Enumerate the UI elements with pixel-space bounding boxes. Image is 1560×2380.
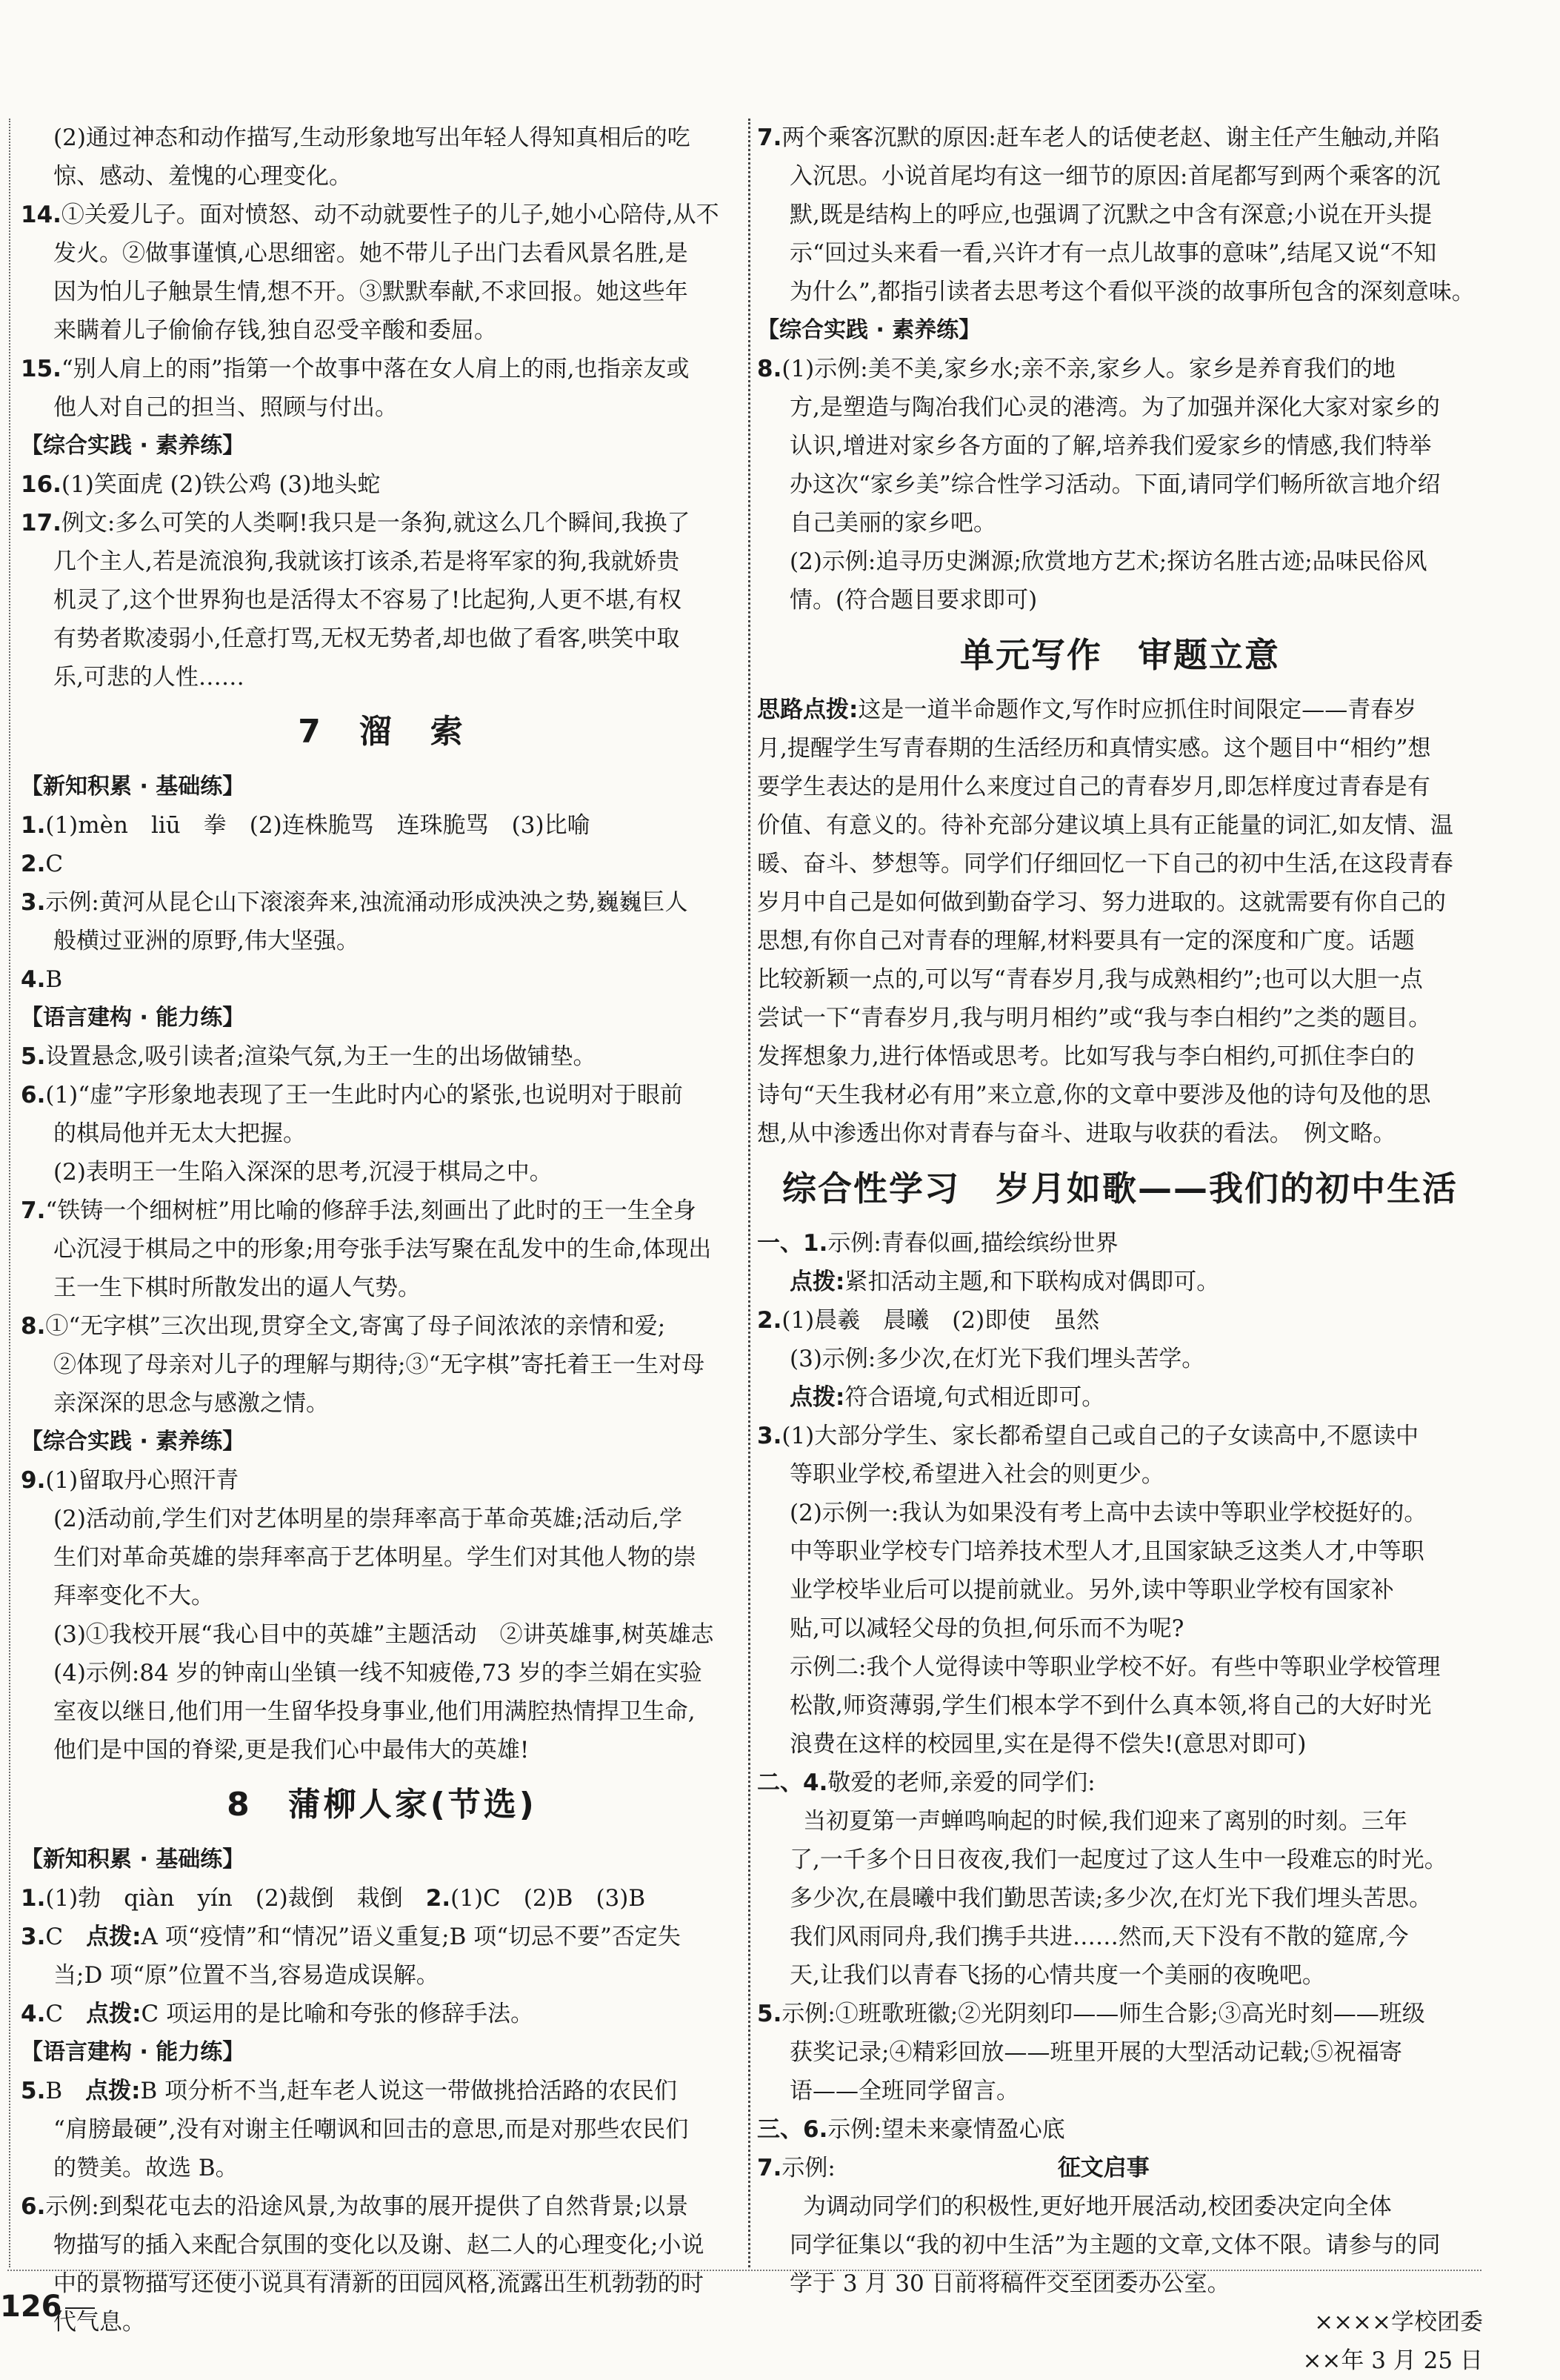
text-line: 诗句“天生我材必有用”来立意,你的文章中要涉及他的诗句及他的思 [757, 1082, 1431, 1108]
section-header: 【新知积累 · 基础练】 [21, 774, 245, 800]
text-line: 示例二:我个人觉得读中等职业学校不好。有些中等职业学校管理 [790, 1654, 1441, 1681]
text-line: 天,让我们以青春飞扬的心情共度一个美丽的夜晚吧。 [790, 1962, 1325, 1989]
text-line: 情。(符合题目要求即可) [790, 587, 1038, 614]
right-column [757, 119, 1483, 2380]
text-line: 当;D 项“原”位置不当,容易造成误解。 [53, 1962, 439, 1989]
notice-signature: ××××学校团委 [1314, 2309, 1483, 2336]
text-line: 比较新颖一点的,可以写“青春岁月,我与成熟相约”;也可以大胆一点 [757, 966, 1423, 993]
answer-7: 7.“铁铸一个细树桩”用比喻的修辞手法,刻画出了此时的王一生全身 [21, 1197, 696, 1224]
text-line: 学于 3 月 30 日前将稿件交至团委办公室。 [790, 2270, 1230, 2297]
text-line: 惊、感动、羞愧的心理变化。 [53, 163, 352, 190]
answer-6: 三、6.示例:望未来豪情盈心底 [757, 2116, 1065, 2143]
answer-6: 6.示例:到梨花屯去的沿途风景,为故事的展开提供了自然背景;以景 [21, 2193, 689, 2220]
answer-5: 5.设置悬念,吸引读者;渲染气氛,为王一生的出场做铺垫。 [21, 1043, 596, 1070]
answer-14: 14.①关爱儿子。面对愤怒、动不动就要性子的儿子,她小心陪侍,从不 [21, 202, 719, 228]
answer-4: 4.C 点拨:C 项运用的是比喻和夸张的修辞手法。 [21, 2001, 534, 2027]
text-line: 中的景物描写还使小说具有清新的田园风格,流露出生机勃勃的时 [53, 2270, 704, 2297]
text-line: 办这次“家乡美”综合性学习活动。下面,请同学们畅所欲言地介绍 [790, 471, 1441, 498]
answer-2: 2.C [21, 851, 64, 877]
text-line: (2)示例:追寻历史渊源;欣赏地方艺术;探访名胜古迹;品味民俗风 [790, 548, 1427, 575]
text-line: 来瞒着儿子偷偷存钱,独自忍受辛酸和委屈。 [53, 317, 497, 344]
text-line: (3)示例:多少次,在灯光下我们埋头苦学。 [790, 1346, 1205, 1372]
page-number: 126 [0, 2290, 62, 2324]
text-line: 发火。②做事谨慎,心思细密。她不带儿子出门去看风景名胜,是 [53, 240, 688, 267]
unit-writing-title: 单元写作 审题立意 [960, 635, 1280, 675]
text-line: 发挥想象力,进行体悟或思考。比如写我与李白相约,可抓住李白的 [757, 1043, 1415, 1070]
text-line: 多少次,在晨曦中我们勤思苦读;多少次,在灯光下我们埋头苦思。 [790, 1885, 1433, 1912]
text-line: 语——全班同学留言。 [790, 2078, 1019, 2104]
section-header: 【新知积累 · 基础练】 [21, 1847, 245, 1872]
text-line: 般横过亚洲的原野,伟大坚强。 [53, 928, 359, 954]
text-line: 获奖记录;④精彩回放——班里开展的大型活动记载;⑤祝福寄 [790, 2039, 1402, 2066]
text-line: 王一生下棋时所散发出的逼人气势。 [53, 1274, 421, 1301]
text-line: 了,一千多个日日夜夜,我们一起度过了这人生中一段难忘的时光。 [790, 1847, 1447, 1873]
text-line: 室夜以继日,他们用一生留华投身事业,他们用满腔热情捍卫生命, [53, 1698, 696, 1725]
text-line: 生们对革命英雄的崇拜率高于艺体明星。学生们对其他人物的崇 [53, 1544, 696, 1571]
text-line: 示“回过头来看一看,兴许才有一点儿故事的意味”,结尾又说“不知 [790, 240, 1437, 267]
text-line: 思想,有你自己对青春的理解,材料要具有一定的深度和广度。话题 [757, 928, 1415, 954]
column-divider [748, 119, 750, 2267]
text-line: 为什么”,都指引读者去思考这个看似平淡的故事所包含的深刻意味。 [790, 279, 1475, 305]
text-line: 入沉思。小说首尾均有这一细节的原因:首尾都写到两个乘客的沉 [790, 163, 1441, 190]
answer-3: 3.示例:黄河从昆仑山下滚滚奔来,浊流涌动形成泱泱之势,巍巍巨人 [21, 889, 688, 916]
page-number-dash [65, 2307, 95, 2309]
answer-8: 8.①“无字棋”三次出现,贯穿全文,寄寓了母子间浓浓的亲情和爱; [21, 1313, 666, 1340]
text-line: 贴,可以减轻父母的负担,何乐而不为呢? [790, 1615, 1184, 1642]
text-line: 想,从中渗透出你对青春与奋斗、进取与收获的看法。 例文略。 [757, 1120, 1396, 1147]
text-line: 因为怕儿子触景生情,想不开。③默默奉献,不求回报。她这些年 [53, 279, 688, 305]
answer-9: 9.(1)留取丹心照汗青 [21, 1467, 239, 1494]
text-line: 他们是中国的脊梁,更是我们心中最伟大的英雄! [53, 1737, 530, 1764]
section-header: 【综合实践 · 素养练】 [757, 317, 981, 343]
answer-15: 15.“别人肩上的雨”指第一个故事中落在女人肩上的雨,也指亲友或 [21, 356, 690, 382]
text-line: (4)示例:84 岁的钟南山坐镇一线不知疲倦,73 岁的李兰娟在实验 [53, 1660, 702, 1686]
answer-4: 二、4.敬爱的老师,亲爱的同学们: [757, 1769, 1096, 1796]
answer-2: 2.(1)晨羲 晨曦 (2)即使 虽然 [757, 1307, 1100, 1334]
hint-line: 点拨:紧扣活动主题,和下联构成对偶即可。 [790, 1269, 1220, 1295]
text-line: 松散,师资薄弱,学生们根本学不到什么真本领,将自己的大好时光 [790, 1692, 1432, 1719]
section-header: 【综合实践 · 素养练】 [21, 433, 245, 459]
answer-16: 16.(1)笑面虎 (2)铁公鸡 (3)地头蛇 [21, 471, 381, 498]
text-line: 中等职业学校专门培养技术型人才,且国家缺乏这类人才,中等职 [790, 1538, 1424, 1565]
text-line: 暖、奋斗、梦想等。同学们仔细回忆一下自己的初中生活,在这段青春 [757, 851, 1453, 877]
answer-1: 一、1.示例:青春似画,描绘缤纷世界 [757, 1230, 1119, 1257]
text-line: (2)示例一:我认为如果没有考上高中去读中等职业学校挺好的。 [790, 1500, 1427, 1526]
answer-3: 3.C 点拨:A 项“疫情”和“情况”语义重复;B 项“切忌不要”否定失 [21, 1924, 681, 1950]
text-line: 自己美丽的家乡吧。 [790, 510, 996, 536]
text-line: 亲深深的思念与感激之情。 [53, 1390, 329, 1417]
text-line: 他人对自己的担当、照顾与付出。 [53, 394, 398, 421]
text-line: 业学校毕业后可以提前就业。另外,读中等职业学校有国家补 [790, 1577, 1394, 1603]
text-line: 机灵了,这个世界狗也是活得太不容易了!比起狗,人更不堪,有权 [53, 587, 682, 614]
text-line: 方,是塑造与陶冶我们心灵的港湾。为了加强并深化大家对家乡的 [790, 394, 1440, 421]
text-line: 浪费在这样的校园里,实在是得不偿失!(意思对即可) [790, 1731, 1307, 1758]
answer-8: 8.(1)示例:美不美,家乡水;亲不亲,家乡人。家乡是养育我们的地 [757, 356, 1396, 382]
text-line: 尝试一下“青春岁月,我与明月相约”或“我与李白相约”之类的题目。 [757, 1005, 1432, 1031]
text-line: 我们风雨同舟,我们携手共进……然而,天下没有不散的筵席,今 [790, 1924, 1409, 1950]
section-header: 【语言建构 · 能力练】 [21, 1005, 245, 1031]
hint-line: 点拨:符合语境,句式相近即可。 [790, 1384, 1105, 1411]
answer-3: 3.(1)大部分学生、家长都希望自己或自己的子女读高中,不愿读中 [757, 1423, 1419, 1449]
text-line: (2)活动前,学生们对艺体明星的崇拜率高于革命英雄;活动后,学 [53, 1506, 683, 1532]
answer-1-2: 1.(1)勃 qiàn yín (2)裁倒 栽倒 2.(1)C (2)B (3)B [21, 1885, 646, 1912]
text-line: (3)①我校开展“我心目中的英雄”主题活动 ②讲英雄事,树英雄志 [53, 1621, 714, 1648]
text-line: (2)通过神态和动作描写,生动形象地写出年轻人得知真相后的吃 [53, 124, 690, 151]
text-line: “肩膀最硬”,没有对谢主任嘲讽和回击的意思,而是对那些农民们 [53, 2116, 689, 2143]
text-line: 心沉浸于棋局之中的形象;用夸张手法写聚在乱发中的生命,体现出 [53, 1236, 712, 1263]
section-header: 【语言建构 · 能力练】 [21, 2039, 245, 2065]
text-line: (2)表明王一生陷入深深的思考,沉浸于棋局之中。 [53, 1159, 553, 1186]
section-header: 【综合实践 · 素养练】 [21, 1429, 245, 1455]
text-line: 当初夏第一声蝉鸣响起的时候,我们迎来了离别的时刻。三年 [803, 1808, 1407, 1835]
text-line: 有势者欺凌弱小,任意打骂,无权无势者,却也做了看客,哄笑中取 [53, 625, 680, 652]
text-line: 为调动同学们的积极性,更好地开展活动,校团委决定向全体 [803, 2193, 1392, 2220]
text-line: 代气息。 [53, 2309, 145, 2336]
text-line: 的棋局他并无太大把握。 [53, 1120, 306, 1147]
text-line: 认识,增进对家乡各方面的了解,培养我们爱家乡的情感,我们特举 [790, 433, 1432, 459]
answer-1: 1.(1)mèn liū 拳 (2)连株脆骂 连珠脆骂 (3)比喻 [21, 812, 590, 839]
writing-hint: 思路点拨:这是一道半命题作文,写作时应抓住时间限定——青春岁 [757, 697, 1417, 723]
text-line: ②体现了母亲对儿子的理解与期待;③“无字棋”寄托着王一生对母 [53, 1352, 705, 1378]
answer-6: 6.(1)“虚”字形象地表现了王一生此时内心的紧张,也说明对于眼前 [21, 1082, 683, 1108]
left-margin-rule [9, 119, 10, 2267]
text-line: 默,既是结构上的呼应,也强调了沉默之中含有深意;小说在开头提 [790, 202, 1433, 228]
text-line: 同学征集以“我的初中生活”为主题的文章,文体不限。请参与的同 [790, 2232, 1441, 2258]
answer-7: 7.示例: 征文启事 [757, 2155, 1150, 2181]
lesson-8-title: 8 蒲柳人家(节选) [227, 1786, 537, 1824]
answer-5: 5.示例:①班歌班徽;②光阴刻印——师生合影;③高光时刻——班级 [757, 2001, 1425, 2027]
lesson-7-title: 7 溜 索 [298, 713, 466, 751]
answer-7: 7.两个乘客沉默的原因:赶车老人的话使老赵、谢主任产生触动,并陷 [757, 124, 1440, 151]
answer-17: 17.例文:多么可笑的人类啊!我只是一条狗,就这么几个瞬间,我换了 [21, 510, 690, 536]
notice-date: ××年 3 月 25 日 [1302, 2347, 1483, 2374]
text-line: 物描写的插入来配合氛围的变化以及谢、赵二人的心理变化;小说 [53, 2232, 704, 2258]
text-line: 价值、有意义的。待补充部分建议填上具有正能量的词汇,如友情、温 [757, 812, 1453, 839]
text-line: 乐,可悲的人性…… [53, 664, 244, 691]
answer-5: 5.B 点拨:B 项分析不当,赶车老人说这一带做挑拾活路的农民们 [21, 2078, 678, 2104]
text-line: 岁月中自己是如何做到勤奋学习、努力进取的。这就需要有你自己的 [757, 889, 1446, 916]
text-line: 月,提醒学生写青春期的生活经历和真情实感。这个题目中“相约”想 [757, 735, 1431, 762]
answer-4: 4.B [21, 966, 63, 993]
comprehensive-learning-title: 综合性学习 岁月如歌——我们的初中生活 [782, 1169, 1458, 1209]
text-line: 的赞美。故选 B。 [53, 2155, 239, 2181]
text-line: 几个主人,若是流浪狗,我就该打该杀,若是将军家的狗,我就娇贵 [53, 548, 680, 575]
text-line: 要学生表达的是用什么来度过自己的青春岁月,即怎样度过青春是有 [757, 774, 1430, 800]
text-line: 拜率变化不大。 [53, 1583, 214, 1609]
left-column [21, 119, 743, 2341]
text-line: 等职业学校,希望进入社会的则更少。 [790, 1461, 1164, 1488]
